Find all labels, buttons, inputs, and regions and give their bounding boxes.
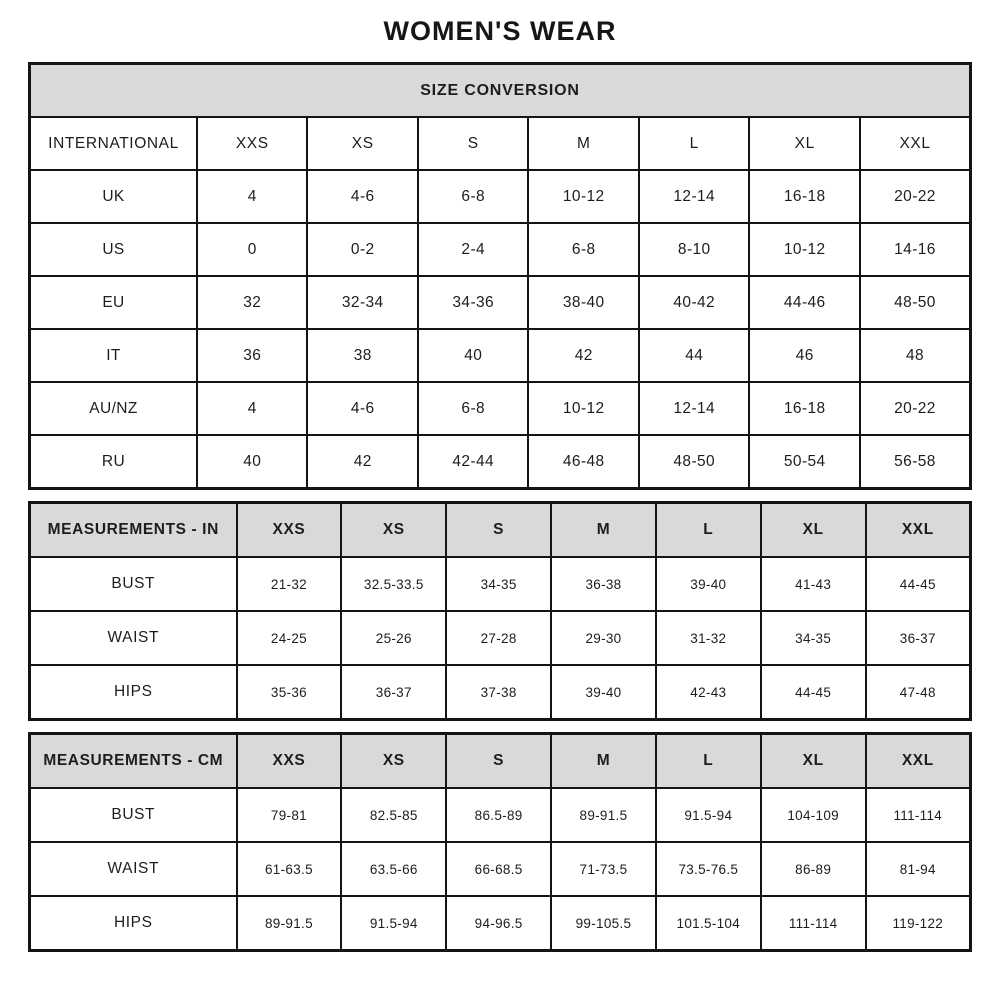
row-label: US [30, 223, 197, 276]
row-label: WAIST [30, 842, 237, 896]
table-cell: 89-91.5 [551, 788, 656, 842]
measurements-in-table [28, 501, 972, 721]
table-banner: SIZE CONVERSION [30, 64, 971, 118]
column-header: XXS [237, 503, 342, 558]
row-header-label: MEASUREMENTS - CM [30, 734, 237, 789]
table-row [30, 276, 971, 329]
table-cell: 32.5-33.5 [341, 557, 446, 611]
table-cell: 16-18 [749, 170, 860, 223]
table-cell: 111-114 [866, 788, 971, 842]
table-cell: 12-14 [639, 170, 750, 223]
column-header: L [639, 117, 750, 170]
table-cell: 73.5-76.5 [656, 842, 761, 896]
table-cell: 86.5-89 [446, 788, 551, 842]
table-row [30, 665, 971, 720]
table-cell: 4 [197, 170, 308, 223]
column-header: S [446, 503, 551, 558]
table-row [30, 557, 971, 611]
table-cell: 94-96.5 [446, 896, 551, 951]
table-cell: 81-94 [866, 842, 971, 896]
table-cell: 66-68.5 [446, 842, 551, 896]
row-label: HIPS [30, 896, 237, 951]
table-cell: 48-50 [860, 276, 971, 329]
table-cell: 101.5-104 [656, 896, 761, 951]
row-label: EU [30, 276, 197, 329]
table-cell: 40 [418, 329, 529, 382]
column-header: XS [307, 117, 418, 170]
table-cell: 14-16 [860, 223, 971, 276]
column-header: XXL [860, 117, 971, 170]
table-cell: 39-40 [551, 665, 656, 720]
column-header: XL [761, 503, 866, 558]
table-cell: 89-91.5 [237, 896, 342, 951]
table-cell: 12-14 [639, 382, 750, 435]
table-cell: 71-73.5 [551, 842, 656, 896]
table-cell: 119-122 [866, 896, 971, 951]
table-cell: 36-37 [866, 611, 971, 665]
table-cell: 111-114 [761, 896, 866, 951]
table-cell: 41-43 [761, 557, 866, 611]
column-header: XXS [237, 734, 342, 789]
table-row [30, 611, 971, 665]
table-cell: 25-26 [341, 611, 446, 665]
table-cell: 46-48 [528, 435, 639, 489]
column-header: M [551, 734, 656, 789]
table-cell: 29-30 [551, 611, 656, 665]
table-cell: 99-105.5 [551, 896, 656, 951]
table-cell: 38 [307, 329, 418, 382]
row-header-label: INTERNATIONAL [30, 117, 197, 170]
table-cell: 20-22 [860, 170, 971, 223]
table-cell: 24-25 [237, 611, 342, 665]
table-cell: 16-18 [749, 382, 860, 435]
table-cell: 82.5-85 [341, 788, 446, 842]
table-cell: 91.5-94 [341, 896, 446, 951]
table-cell: 42-43 [656, 665, 761, 720]
column-header: XXL [866, 503, 971, 558]
row-label: RU [30, 435, 197, 489]
table-cell: 61-63.5 [237, 842, 342, 896]
table-cell: 0 [197, 223, 308, 276]
table-row [30, 896, 971, 951]
page-title: WOMEN'S WEAR [383, 16, 617, 46]
row-label: AU/NZ [30, 382, 197, 435]
table-cell: 10-12 [749, 223, 860, 276]
row-label: BUST [30, 557, 237, 611]
table-cell: 38-40 [528, 276, 639, 329]
table-cell: 32 [197, 276, 308, 329]
table-cell: 63.5-66 [341, 842, 446, 896]
table-cell: 20-22 [860, 382, 971, 435]
table-cell: 8-10 [639, 223, 750, 276]
table-cell: 44-46 [749, 276, 860, 329]
table-cell: 10-12 [528, 382, 639, 435]
table-cell: 42-44 [418, 435, 529, 489]
table-cell: 34-36 [418, 276, 529, 329]
table-cell: 6-8 [418, 382, 529, 435]
table-cell: 4 [197, 382, 308, 435]
table-cell: 6-8 [528, 223, 639, 276]
row-label: WAIST [30, 611, 237, 665]
column-header: S [446, 734, 551, 789]
table-row [30, 788, 971, 842]
table-cell: 4-6 [307, 170, 418, 223]
table-cell: 36-37 [341, 665, 446, 720]
table-cell: 91.5-94 [656, 788, 761, 842]
column-header: XL [761, 734, 866, 789]
table-cell: 31-32 [656, 611, 761, 665]
size-conversion-table [28, 62, 972, 490]
table-cell: 34-35 [761, 611, 866, 665]
measurements-cm-table [28, 732, 972, 952]
table-cell: 42 [307, 435, 418, 489]
table-cell: 36-38 [551, 557, 656, 611]
table-cell: 86-89 [761, 842, 866, 896]
column-header: M [528, 117, 639, 170]
table-cell: 10-12 [528, 170, 639, 223]
table-cell: 21-32 [237, 557, 342, 611]
table-row [30, 382, 971, 435]
row-label: HIPS [30, 665, 237, 720]
table-cell: 40-42 [639, 276, 750, 329]
table-cell: 44-45 [866, 557, 971, 611]
row-label: IT [30, 329, 197, 382]
table-cell: 44 [639, 329, 750, 382]
row-header-label: MEASUREMENTS - IN [30, 503, 237, 558]
table-cell: 104-109 [761, 788, 866, 842]
column-header-row [30, 734, 971, 789]
table-row [30, 435, 971, 489]
table-cell: 48-50 [639, 435, 750, 489]
table-cell: 47-48 [866, 665, 971, 720]
table-cell: 32-34 [307, 276, 418, 329]
table-cell: 35-36 [237, 665, 342, 720]
column-header: XS [341, 734, 446, 789]
table-cell: 79-81 [237, 788, 342, 842]
table-cell: 4-6 [307, 382, 418, 435]
table-cell: 40 [197, 435, 308, 489]
table-cell: 44-45 [761, 665, 866, 720]
column-header-row [30, 503, 971, 558]
table-row [30, 170, 971, 223]
row-label: BUST [30, 788, 237, 842]
table-cell: 42 [528, 329, 639, 382]
table-cell: 39-40 [656, 557, 761, 611]
column-header: M [551, 503, 656, 558]
table-cell: 56-58 [860, 435, 971, 489]
table-cell: 6-8 [418, 170, 529, 223]
column-header: L [656, 734, 761, 789]
column-header: XS [341, 503, 446, 558]
table-row [30, 223, 971, 276]
table-cell: 0-2 [307, 223, 418, 276]
table-cell: 2-4 [418, 223, 529, 276]
table-cell: 48 [860, 329, 971, 382]
table-row [30, 329, 971, 382]
column-header-row [30, 117, 971, 170]
row-label: UK [30, 170, 197, 223]
column-header: XXS [197, 117, 308, 170]
table-cell: 37-38 [446, 665, 551, 720]
table-row [30, 842, 971, 896]
column-header: S [418, 117, 529, 170]
column-header: XXL [866, 734, 971, 789]
table-banner-row [30, 64, 971, 118]
table-cell: 36 [197, 329, 308, 382]
column-header: L [656, 503, 761, 558]
table-cell: 27-28 [446, 611, 551, 665]
table-cell: 34-35 [446, 557, 551, 611]
table-cell: 50-54 [749, 435, 860, 489]
table-cell: 46 [749, 329, 860, 382]
column-header: XL [749, 117, 860, 170]
